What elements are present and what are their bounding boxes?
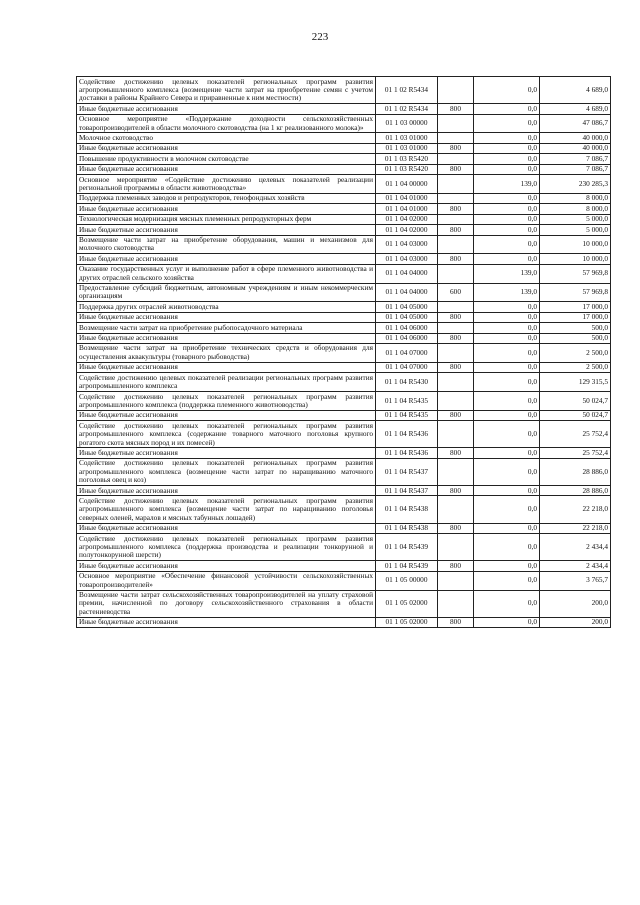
row-expense-type-cell	[438, 343, 474, 362]
row-code-cell: 01 1 04 03000	[376, 235, 438, 254]
row-expense-type-cell: 800	[438, 523, 474, 533]
row-sum-2-cell: 2 500,0	[540, 343, 611, 362]
row-name-cell: Содействие достижению целевых показателей реализации региональных программ развития агропромышленного комплекса	[77, 373, 376, 392]
row-sum-1-cell: 0,0	[474, 193, 540, 203]
row-expense-type-cell: 800	[438, 617, 474, 627]
table-row	[77, 458, 611, 485]
row-sum-1-cell: 0,0	[474, 362, 540, 372]
row-code-cell: 01 1 03 R5420	[376, 164, 438, 174]
row-expense-type-cell: 800	[438, 164, 474, 174]
row-code-cell: 01 1 04 04000	[376, 264, 438, 283]
row-name-cell: Иные бюджетные ассигнования	[77, 448, 376, 458]
row-code-cell: 01 1 04 06000	[376, 333, 438, 343]
row-code-cell: 01 1 04 R5436	[376, 421, 438, 448]
row-sum-2-cell: 57 969,8	[540, 283, 611, 302]
row-expense-type-cell	[438, 214, 474, 224]
row-sum-2-cell: 28 886,0	[540, 486, 611, 496]
table-row	[77, 193, 611, 203]
row-name-cell: Технологическая модернизация мясных племенных репродукторных ферм	[77, 214, 376, 224]
row-expense-type-cell: 800	[438, 312, 474, 322]
row-sum-2-cell: 8 000,0	[540, 193, 611, 203]
row-sum-2-cell: 22 218,0	[540, 523, 611, 533]
row-code-cell: 01 1 04 02000	[376, 225, 438, 235]
row-code-cell: 01 1 04 R5436	[376, 448, 438, 458]
row-sum-2-cell: 500,0	[540, 323, 611, 333]
row-code-cell: 01 1 03 00000	[376, 114, 438, 133]
row-name-cell: Иные бюджетные ассигнования	[77, 143, 376, 153]
row-sum-1-cell: 0,0	[474, 448, 540, 458]
row-code-cell: 01 1 04 R5439	[376, 561, 438, 571]
row-sum-1-cell: 0,0	[474, 164, 540, 174]
row-sum-1-cell: 139,0	[474, 283, 540, 302]
row-name-cell: Содействие достижению целевых показателей региональных программ развития агропромышленного комплекса (поддержка племенного животноводства)	[77, 392, 376, 411]
row-sum-2-cell: 17 000,0	[540, 312, 611, 322]
table-row	[77, 164, 611, 174]
row-sum-2-cell: 17 000,0	[540, 302, 611, 312]
row-sum-2-cell: 10 000,0	[540, 235, 611, 254]
row-sum-2-cell: 200,0	[540, 590, 611, 617]
row-expense-type-cell	[438, 496, 474, 523]
row-expense-type-cell	[438, 302, 474, 312]
table-row	[77, 448, 611, 458]
row-sum-1-cell: 139,0	[474, 264, 540, 283]
table-row	[77, 571, 611, 590]
page-number: 223	[311, 31, 329, 43]
table-row	[77, 154, 611, 164]
table-row	[77, 214, 611, 224]
row-name-cell: Возмещение части затрат на приобретение оборудования, машин и механизмов для молочного скотоводства	[77, 235, 376, 254]
row-sum-2-cell: 40 000,0	[540, 133, 611, 143]
table-row	[77, 362, 611, 372]
row-code-cell: 01 1 04 06000	[376, 323, 438, 333]
row-expense-type-cell: 800	[438, 225, 474, 235]
row-expense-type-cell	[438, 264, 474, 283]
row-sum-1-cell: 0,0	[474, 496, 540, 523]
row-name-cell: Оказание государственных услуг и выполнение работ в сфере племенного животноводства и других отраслей сельского хозяйства	[77, 264, 376, 283]
row-sum-2-cell: 5 000,0	[540, 225, 611, 235]
row-name-cell: Возмещение части затрат на приобретение рыбопосадочного материала	[77, 323, 376, 333]
row-expense-type-cell	[438, 114, 474, 133]
row-sum-1-cell: 0,0	[474, 486, 540, 496]
row-name-cell: Содействие достижению целевых показателей региональных программ развития агропромышленного комплекса (возмещение части затрат по наращиванию маточного поголовья овец и коз)	[77, 458, 376, 485]
row-sum-2-cell: 47 086,7	[540, 114, 611, 133]
row-name-cell: Содействие достижению целевых показателей региональных программ развития агропромышленного комплекса (поддержка производства и реализации тонкорунной и полутонкорунной шерсти)	[77, 534, 376, 561]
row-sum-1-cell: 0,0	[474, 333, 540, 343]
budget-table-body	[77, 77, 611, 628]
row-sum-1-cell: 0,0	[474, 392, 540, 411]
row-code-cell: 01 1 04 02000	[376, 214, 438, 224]
row-code-cell: 01 1 04 05000	[376, 302, 438, 312]
row-sum-2-cell: 7 086,7	[540, 164, 611, 174]
table-row	[77, 143, 611, 153]
row-name-cell: Основное мероприятие «Обеспечение финансовой устойчивости сельскохозяйственных товаропроизводителей»	[77, 571, 376, 590]
table-row	[77, 486, 611, 496]
row-code-cell: 01 1 05 02000	[376, 617, 438, 627]
table-row	[77, 235, 611, 254]
row-sum-2-cell: 5 000,0	[540, 214, 611, 224]
row-name-cell: Иные бюджетные ассигнования	[77, 561, 376, 571]
row-sum-1-cell: 0,0	[474, 523, 540, 533]
table-row	[77, 302, 611, 312]
row-name-cell: Иные бюджетные ассигнования	[77, 104, 376, 114]
table-row	[77, 323, 611, 333]
row-expense-type-cell	[438, 175, 474, 194]
row-sum-1-cell: 0,0	[474, 104, 540, 114]
table-row	[77, 392, 611, 411]
table-row	[77, 114, 611, 133]
row-sum-1-cell: 0,0	[474, 235, 540, 254]
row-sum-1-cell: 0,0	[474, 114, 540, 133]
table-row	[77, 204, 611, 214]
row-sum-2-cell: 40 000,0	[540, 143, 611, 153]
row-name-cell: Предоставление субсидий бюджетным, автономным учреждениям и иным некоммерческим организациям	[77, 283, 376, 302]
row-name-cell: Иные бюджетные ассигнования	[77, 254, 376, 264]
row-name-cell: Иные бюджетные ассигнования	[77, 225, 376, 235]
row-name-cell: Основное мероприятие «Поддержание доходности сельскохозяйственных товаропроизводителей в области молочного скотоводства (на 1 кг реализованного молока)»	[77, 114, 376, 133]
row-name-cell: Повышение продуктивности в молочном скотоводстве	[77, 154, 376, 164]
row-code-cell: 01 1 04 R5439	[376, 534, 438, 561]
row-sum-2-cell: 25 752,4	[540, 421, 611, 448]
row-sum-2-cell: 10 000,0	[540, 254, 611, 264]
row-sum-1-cell: 0,0	[474, 373, 540, 392]
row-code-cell: 01 1 04 R5438	[376, 496, 438, 523]
row-sum-1-cell: 0,0	[474, 323, 540, 333]
row-sum-2-cell: 8 000,0	[540, 204, 611, 214]
row-sum-1-cell: 0,0	[474, 590, 540, 617]
row-sum-1-cell: 0,0	[474, 154, 540, 164]
table-row	[77, 333, 611, 343]
table-row	[77, 590, 611, 617]
row-expense-type-cell	[438, 77, 474, 104]
row-sum-1-cell: 0,0	[474, 343, 540, 362]
row-expense-type-cell: 800	[438, 448, 474, 458]
table-row	[77, 561, 611, 571]
row-sum-2-cell: 22 218,0	[540, 496, 611, 523]
row-name-cell: Содействие достижению целевых показателей региональных программ развития агропромышленного комплекса (возмещение части затрат по наращиванию поголовья северных оленей, маралов и мясных табунных лошадей)	[77, 496, 376, 523]
row-sum-1-cell: 0,0	[474, 571, 540, 590]
row-sum-1-cell: 0,0	[474, 204, 540, 214]
table-row	[77, 77, 611, 104]
row-name-cell: Иные бюджетные ассигнования	[77, 164, 376, 174]
row-sum-2-cell: 2 434,4	[540, 534, 611, 561]
row-name-cell: Основное мероприятие «Содействие достижению целевых показателей реализации региональной программы в области животноводства»	[77, 175, 376, 194]
row-expense-type-cell: 600	[438, 283, 474, 302]
row-expense-type-cell	[438, 590, 474, 617]
row-expense-type-cell: 800	[438, 561, 474, 571]
row-sum-1-cell: 0,0	[474, 214, 540, 224]
row-expense-type-cell: 800	[438, 486, 474, 496]
table-row	[77, 373, 611, 392]
row-name-cell: Иные бюджетные ассигнования	[77, 362, 376, 372]
row-code-cell: 01 1 04 R5438	[376, 523, 438, 533]
row-sum-1-cell: 0,0	[474, 458, 540, 485]
row-sum-1-cell: 0,0	[474, 617, 540, 627]
row-sum-1-cell: 0,0	[474, 133, 540, 143]
table-row	[77, 225, 611, 235]
row-expense-type-cell	[438, 458, 474, 485]
row-code-cell: 01 1 03 01000	[376, 143, 438, 153]
row-name-cell: Возмещение части затрат сельскохозяйственных товаропроизводителей на уплату страховой премии, начисленной по договору сельскохозяйственного страхования в области растениеводства	[77, 590, 376, 617]
table-row	[77, 312, 611, 322]
row-name-cell: Иные бюджетные ассигнования	[77, 410, 376, 420]
row-expense-type-cell	[438, 133, 474, 143]
row-sum-2-cell: 129 315,5	[540, 373, 611, 392]
row-sum-2-cell: 25 752,4	[540, 448, 611, 458]
row-code-cell: 01 1 05 00000	[376, 571, 438, 590]
row-sum-2-cell: 3 765,7	[540, 571, 611, 590]
row-name-cell: Содействие достижению целевых показателей региональных программ развития агропромышленного комплекса (возмещение части затрат на приобретение семян с учетом доставки в районы Крайнего Севера и приравненные к ним местности)	[77, 77, 376, 104]
table-row	[77, 343, 611, 362]
row-name-cell: Иные бюджетные ассигнования	[77, 486, 376, 496]
row-sum-1-cell: 0,0	[474, 77, 540, 104]
row-sum-1-cell: 0,0	[474, 254, 540, 264]
row-expense-type-cell: 800	[438, 204, 474, 214]
row-code-cell: 01 1 04 04000	[376, 283, 438, 302]
row-sum-1-cell: 0,0	[474, 534, 540, 561]
row-expense-type-cell	[438, 154, 474, 164]
table-row	[77, 264, 611, 283]
row-sum-2-cell: 50 024,7	[540, 410, 611, 420]
row-sum-2-cell: 200,0	[540, 617, 611, 627]
row-code-cell: 01 1 04 07000	[376, 343, 438, 362]
row-code-cell: 01 1 04 R5435	[376, 410, 438, 420]
row-sum-2-cell: 4 689,0	[540, 104, 611, 114]
row-name-cell: Поддержка племенных заводов и репродукторов, генофондных хозяйств	[77, 193, 376, 203]
table-row	[77, 104, 611, 114]
budget-table	[76, 76, 611, 628]
row-sum-2-cell: 2 500,0	[540, 362, 611, 372]
table-row	[77, 534, 611, 561]
row-name-cell: Иные бюджетные ассигнования	[77, 204, 376, 214]
row-sum-2-cell: 7 086,7	[540, 154, 611, 164]
row-sum-2-cell: 50 024,7	[540, 392, 611, 411]
row-sum-2-cell: 57 969,8	[540, 264, 611, 283]
row-sum-2-cell: 28 886,0	[540, 458, 611, 485]
table-row	[77, 421, 611, 448]
row-sum-2-cell: 500,0	[540, 333, 611, 343]
row-sum-1-cell: 0,0	[474, 225, 540, 235]
table-row	[77, 496, 611, 523]
row-expense-type-cell: 800	[438, 104, 474, 114]
row-code-cell: 01 1 04 R5437	[376, 486, 438, 496]
row-code-cell: 01 1 03 01000	[376, 133, 438, 143]
row-code-cell: 01 1 04 R5430	[376, 373, 438, 392]
row-name-cell: Молочное скотоводство	[77, 133, 376, 143]
table-row	[77, 617, 611, 627]
row-expense-type-cell: 800	[438, 254, 474, 264]
table-row	[77, 175, 611, 194]
row-code-cell: 01 1 04 01000	[376, 193, 438, 203]
table-row	[77, 523, 611, 533]
row-expense-type-cell	[438, 571, 474, 590]
row-name-cell: Иные бюджетные ассигнования	[77, 312, 376, 322]
row-sum-2-cell: 230 285,3	[540, 175, 611, 194]
table-row	[77, 283, 611, 302]
row-code-cell: 01 1 04 07000	[376, 362, 438, 372]
row-code-cell: 01 1 04 01000	[376, 204, 438, 214]
row-code-cell: 01 1 03 R5420	[376, 154, 438, 164]
row-expense-type-cell	[438, 421, 474, 448]
row-code-cell: 01 1 05 02000	[376, 590, 438, 617]
row-code-cell: 01 1 04 03000	[376, 254, 438, 264]
row-code-cell: 01 1 02 R5434	[376, 77, 438, 104]
row-expense-type-cell: 800	[438, 362, 474, 372]
row-expense-type-cell	[438, 235, 474, 254]
row-code-cell: 01 1 04 00000	[376, 175, 438, 194]
row-code-cell: 01 1 04 R5437	[376, 458, 438, 485]
row-expense-type-cell	[438, 323, 474, 333]
row-sum-2-cell: 4 689,0	[540, 77, 611, 104]
row-sum-1-cell: 0,0	[474, 302, 540, 312]
table-row	[77, 133, 611, 143]
row-sum-2-cell: 2 434,4	[540, 561, 611, 571]
row-expense-type-cell	[438, 534, 474, 561]
row-sum-1-cell: 139,0	[474, 175, 540, 194]
row-expense-type-cell: 800	[438, 333, 474, 343]
row-expense-type-cell: 800	[438, 143, 474, 153]
row-expense-type-cell	[438, 373, 474, 392]
row-code-cell: 01 1 04 05000	[376, 312, 438, 322]
row-name-cell: Иные бюджетные ассигнования	[77, 617, 376, 627]
row-sum-1-cell: 0,0	[474, 143, 540, 153]
row-sum-1-cell: 0,0	[474, 421, 540, 448]
row-expense-type-cell	[438, 392, 474, 411]
row-name-cell: Поддержка других отраслей животноводства	[77, 302, 376, 312]
table-row	[77, 254, 611, 264]
row-name-cell: Содействие достижению целевых показателей региональных программ развития агропромышленного комплекса (содержание товарного маточного поголовья крупного рогатого скота мясных пород и их помесей)	[77, 421, 376, 448]
row-sum-1-cell: 0,0	[474, 410, 540, 420]
row-name-cell: Иные бюджетные ассигнования	[77, 523, 376, 533]
row-expense-type-cell: 800	[438, 410, 474, 420]
row-code-cell: 01 1 04 R5435	[376, 392, 438, 411]
row-sum-1-cell: 0,0	[474, 561, 540, 571]
row-name-cell: Иные бюджетные ассигнования	[77, 333, 376, 343]
row-sum-1-cell: 0,0	[474, 312, 540, 322]
table-row	[77, 410, 611, 420]
row-code-cell: 01 1 02 R5434	[376, 104, 438, 114]
row-expense-type-cell	[438, 193, 474, 203]
row-name-cell: Возмещение части затрат на приобретение технических средств и оборудования для осуществления аквакультуры (товарного рыбоводства)	[77, 343, 376, 362]
